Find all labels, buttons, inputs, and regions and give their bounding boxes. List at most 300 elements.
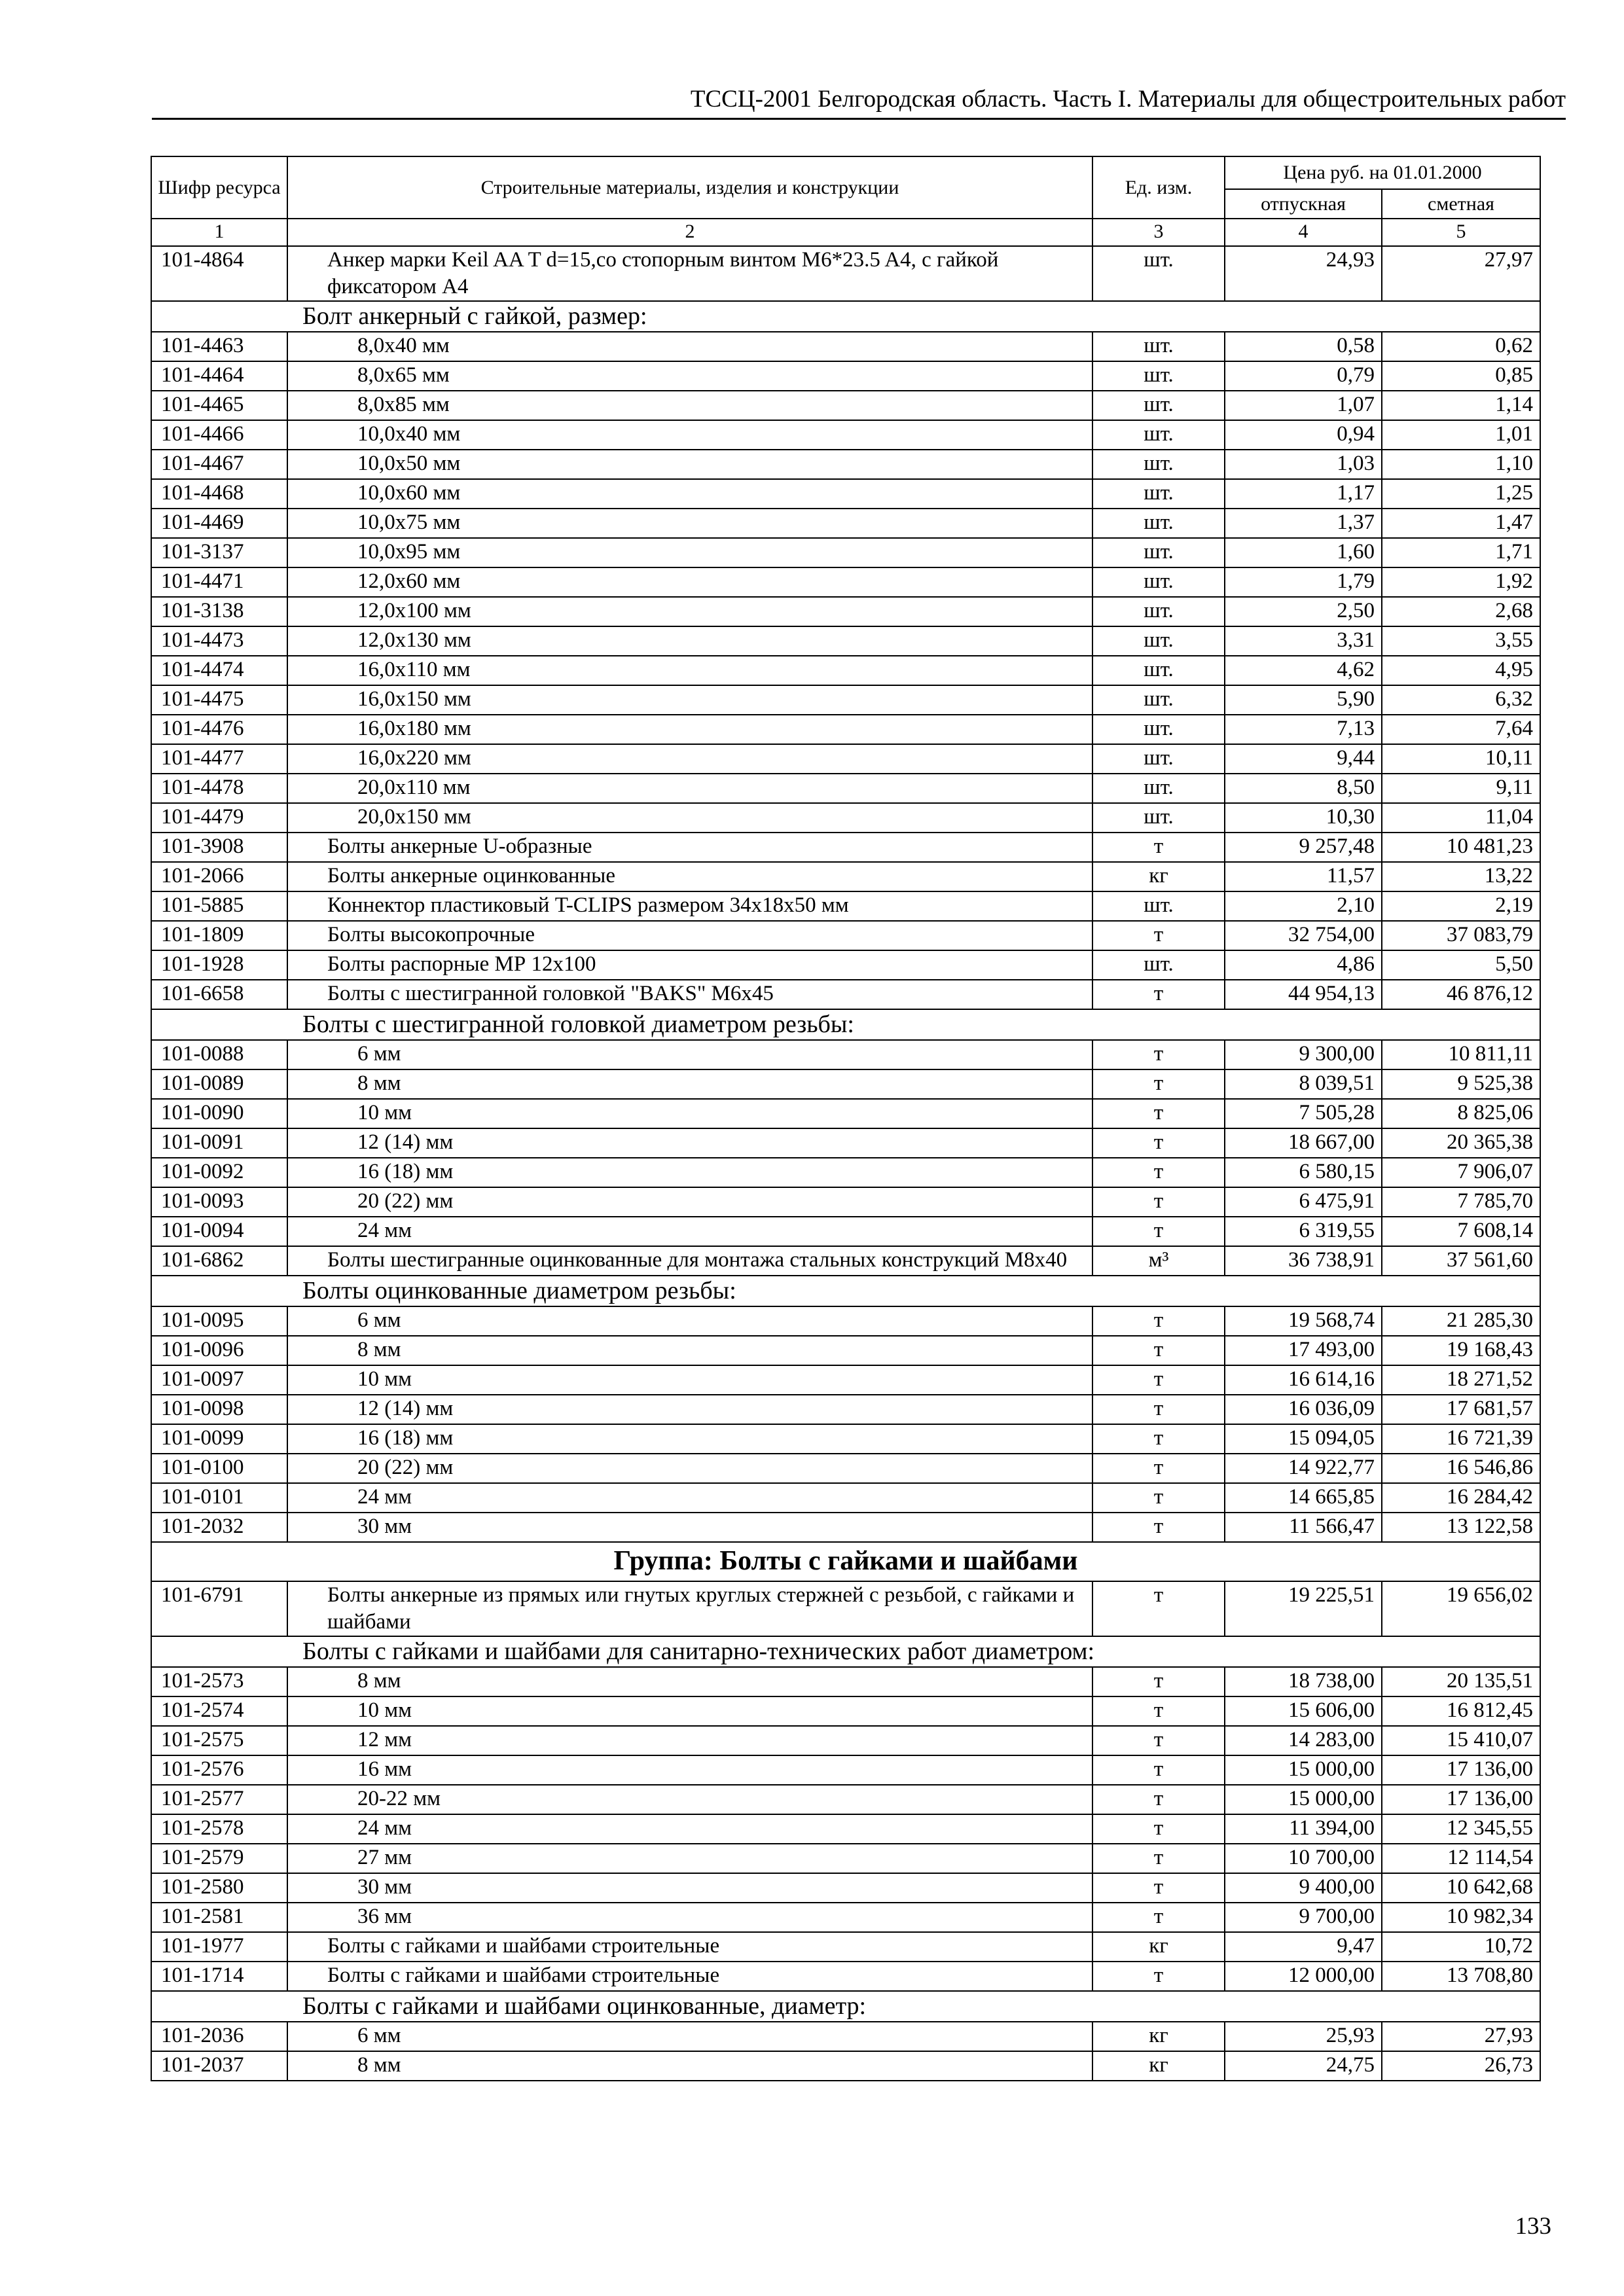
estimate-price: 16 812,45: [1382, 1696, 1540, 1726]
release-price: 0,58: [1225, 332, 1382, 361]
release-price: 1,79: [1225, 567, 1382, 597]
resource-code: 101-5885: [151, 891, 287, 921]
estimate-price: 7,64: [1382, 715, 1540, 744]
material-name: 24 мм: [287, 1814, 1092, 1844]
material-name: Болты распорные МР 12х100: [287, 950, 1092, 980]
release-price: 9,47: [1225, 1932, 1382, 1962]
release-price: 4,86: [1225, 950, 1382, 980]
table-row: [151, 1217, 1540, 1246]
resource-code: 101-4468: [151, 479, 287, 509]
estimate-price: 20 135,51: [1382, 1667, 1540, 1696]
release-price: 6 580,15: [1225, 1158, 1382, 1187]
estimate-price: 1,14: [1382, 391, 1540, 420]
unit: т: [1092, 1696, 1225, 1726]
estimate-price: 17 136,00: [1382, 1785, 1540, 1814]
estimate-price: 17 681,57: [1382, 1395, 1540, 1424]
resource-code: 101-4478: [151, 774, 287, 803]
subheading: Болты с гайками и шайбами для санитарно-технических работ диаметром:: [151, 1636, 1540, 1667]
estimate-price: 10 642,68: [1382, 1873, 1540, 1903]
resource-code: 101-2575: [151, 1726, 287, 1755]
col-header-price: Цена руб. на 01.01.2000: [1225, 156, 1540, 189]
estimate-price: 15 410,07: [1382, 1726, 1540, 1755]
material-name: 8 мм: [287, 2051, 1092, 2081]
table-row: [151, 567, 1540, 597]
resource-code: 101-0088: [151, 1040, 287, 1069]
unit: шт.: [1092, 509, 1225, 538]
release-price: 17 493,00: [1225, 1336, 1382, 1365]
group-heading: Группа: Болты с гайками и шайбами: [151, 1542, 1540, 1581]
subheading: Болты с шестигранной головкой диаметром резьбы:: [151, 1009, 1540, 1040]
estimate-price: 16 546,86: [1382, 1454, 1540, 1483]
release-price: 9 300,00: [1225, 1040, 1382, 1069]
estimate-price: 37 561,60: [1382, 1246, 1540, 1276]
material-name: 16,0х110 мм: [287, 656, 1092, 685]
unit: т: [1092, 1128, 1225, 1158]
material-name: Болты шестигранные оцинкованные для монтажа стальных конструкций М8х40: [287, 1246, 1092, 1276]
material-name: Коннектор пластиковый T-CLIPS размером 34x18x50 мм: [287, 891, 1092, 921]
unit: т: [1092, 1099, 1225, 1128]
material-name: 10 мм: [287, 1696, 1092, 1726]
estimate-price: 13 122,58: [1382, 1513, 1540, 1542]
subheading-row: [151, 301, 1540, 332]
resource-code: 101-2066: [151, 862, 287, 891]
resource-code: 101-2036: [151, 2022, 287, 2051]
release-price: 11 394,00: [1225, 1814, 1382, 1844]
material-name: 16 мм: [287, 1755, 1092, 1785]
material-name: 16,0х220 мм: [287, 744, 1092, 774]
estimate-price: 5,50: [1382, 950, 1540, 980]
col-number-3: 3: [1092, 219, 1225, 246]
material-name: 20,0х110 мм: [287, 774, 1092, 803]
release-price: 1,60: [1225, 538, 1382, 567]
table-row: [151, 715, 1540, 744]
estimate-price: 46 876,12: [1382, 980, 1540, 1009]
resource-code: 101-4463: [151, 332, 287, 361]
col-number-2: 2: [287, 219, 1092, 246]
table-row: [151, 1483, 1540, 1513]
estimate-price: 1,47: [1382, 509, 1540, 538]
table-row: [151, 1755, 1540, 1785]
estimate-price: 10 811,11: [1382, 1040, 1540, 1069]
unit: шт.: [1092, 715, 1225, 744]
estimate-price: 12 114,54: [1382, 1844, 1540, 1873]
release-price: 18 738,00: [1225, 1667, 1382, 1696]
material-name: 8,0х65 мм: [287, 361, 1092, 391]
unit: т: [1092, 1365, 1225, 1395]
table-row: [151, 1040, 1540, 1069]
release-price: 1,37: [1225, 509, 1382, 538]
estimate-price: 12 345,55: [1382, 1814, 1540, 1844]
estimate-price: 19 656,02: [1382, 1581, 1540, 1636]
estimate-price: 7 906,07: [1382, 1158, 1540, 1187]
unit: шт.: [1092, 391, 1225, 420]
table-row: [151, 1696, 1540, 1726]
estimate-price: 8 825,06: [1382, 1099, 1540, 1128]
material-name: 10,0х60 мм: [287, 479, 1092, 509]
unit: т: [1092, 1513, 1225, 1542]
release-price: 8 039,51: [1225, 1069, 1382, 1099]
unit: т: [1092, 1873, 1225, 1903]
resource-code: 101-2573: [151, 1667, 287, 1696]
table-row: [151, 656, 1540, 685]
resource-code: 101-2579: [151, 1844, 287, 1873]
material-name: 6 мм: [287, 2022, 1092, 2051]
table-row: [151, 1395, 1540, 1424]
unit: т: [1092, 1187, 1225, 1217]
release-price: 19 568,74: [1225, 1306, 1382, 1336]
unit: т: [1092, 1454, 1225, 1483]
release-price: 5,90: [1225, 685, 1382, 715]
release-price: 16 036,09: [1225, 1395, 1382, 1424]
table-row: [151, 950, 1540, 980]
release-price: 6 319,55: [1225, 1217, 1382, 1246]
resource-code: 101-4475: [151, 685, 287, 715]
estimate-price: 6,32: [1382, 685, 1540, 715]
release-price: 9,44: [1225, 744, 1382, 774]
unit: м³: [1092, 1246, 1225, 1276]
resource-code: 101-3138: [151, 597, 287, 626]
estimate-price: 1,71: [1382, 538, 1540, 567]
resource-code: 101-4464: [151, 361, 287, 391]
release-price: 8,50: [1225, 774, 1382, 803]
release-price: 10 700,00: [1225, 1844, 1382, 1873]
resource-code: 101-4473: [151, 626, 287, 656]
resource-code: 101-0089: [151, 1069, 287, 1099]
resource-code: 101-0094: [151, 1217, 287, 1246]
estimate-price: 7 785,70: [1382, 1187, 1540, 1217]
resource-code: 101-0090: [151, 1099, 287, 1128]
release-price: 15 606,00: [1225, 1696, 1382, 1726]
table-row: [151, 2051, 1540, 2081]
estimate-price: 27,93: [1382, 2022, 1540, 2051]
release-price: 1,17: [1225, 479, 1382, 509]
unit: т: [1092, 1785, 1225, 1814]
table-row: [151, 1903, 1540, 1932]
resource-code: 101-2577: [151, 1785, 287, 1814]
table-row: [151, 479, 1540, 509]
table-row: [151, 1873, 1540, 1903]
table-row: [151, 626, 1540, 656]
resource-code: 101-4466: [151, 420, 287, 450]
release-price: 0,79: [1225, 361, 1382, 391]
subheading: Болт анкерный с гайкой, размер:: [151, 301, 1540, 332]
col-header-code: Шифр ресурса: [151, 156, 287, 219]
table-row: [151, 774, 1540, 803]
table-row: [151, 744, 1540, 774]
table-row: [151, 1454, 1540, 1483]
material-name: 8,0х85 мм: [287, 391, 1092, 420]
resource-code: 101-4467: [151, 450, 287, 479]
estimate-price: 10 982,34: [1382, 1903, 1540, 1932]
table-row: [151, 450, 1540, 479]
unit: т: [1092, 1306, 1225, 1336]
table-row: [151, 1246, 1540, 1276]
estimate-price: 11,04: [1382, 803, 1540, 833]
header-rule: [152, 118, 1566, 120]
release-price: 10,30: [1225, 803, 1382, 833]
subheading: Болты оцинкованные диаметром резьбы:: [151, 1276, 1540, 1306]
estimate-price: 20 365,38: [1382, 1128, 1540, 1158]
table-row: [151, 2022, 1540, 2051]
col-number-4: 4: [1225, 219, 1382, 246]
release-price: 12 000,00: [1225, 1962, 1382, 1991]
release-price: 1,07: [1225, 391, 1382, 420]
resource-code: 101-4477: [151, 744, 287, 774]
table-row: [151, 597, 1540, 626]
resource-code: 101-0092: [151, 1158, 287, 1187]
release-price: 15 094,05: [1225, 1424, 1382, 1454]
material-name: 8 мм: [287, 1069, 1092, 1099]
resource-code: 101-1928: [151, 950, 287, 980]
estimate-price: 2,19: [1382, 891, 1540, 921]
material-name: 10,0х95 мм: [287, 538, 1092, 567]
material-name: 12 (14) мм: [287, 1128, 1092, 1158]
release-price: 14 665,85: [1225, 1483, 1382, 1513]
unit: шт.: [1092, 567, 1225, 597]
page-number: 133: [1515, 2213, 1551, 2240]
unit: т: [1092, 980, 1225, 1009]
material-name: Болты с гайками и шайбами строительные: [287, 1932, 1092, 1962]
estimate-price: 9 525,38: [1382, 1069, 1540, 1099]
table-row: [151, 980, 1540, 1009]
table-row: [151, 1932, 1540, 1962]
resource-code: 101-1977: [151, 1932, 287, 1962]
resource-code: 101-0097: [151, 1365, 287, 1395]
release-price: 9 257,48: [1225, 833, 1382, 862]
resource-code: 101-1809: [151, 921, 287, 950]
table-row: [151, 1962, 1540, 1991]
table-row: [151, 509, 1540, 538]
release-price: 14 283,00: [1225, 1726, 1382, 1755]
table-row: [151, 1513, 1540, 1542]
subheading-row: [151, 1991, 1540, 2022]
release-price: 24,93: [1225, 246, 1382, 301]
release-price: 14 922,77: [1225, 1454, 1382, 1483]
table-row: [151, 1785, 1540, 1814]
material-name: 10,0х75 мм: [287, 509, 1092, 538]
table-row: [151, 1424, 1540, 1454]
resource-code: 101-0093: [151, 1187, 287, 1217]
material-name: 16 (18) мм: [287, 1158, 1092, 1187]
release-price: 3,31: [1225, 626, 1382, 656]
material-name: 10 мм: [287, 1099, 1092, 1128]
material-name: Болты анкерные из прямых или гнутых круглых стержней с резьбой, с гайками и шайбами: [287, 1581, 1092, 1636]
estimate-price: 1,10: [1382, 450, 1540, 479]
table-row: [151, 1844, 1540, 1873]
resource-code: 101-0101: [151, 1483, 287, 1513]
table-row: [151, 538, 1540, 567]
resource-code: 101-4864: [151, 246, 287, 301]
table-row: [151, 420, 1540, 450]
estimate-price: 26,73: [1382, 2051, 1540, 2081]
table-row: [151, 1581, 1540, 1636]
material-name: 16,0х150 мм: [287, 685, 1092, 715]
unit: т: [1092, 833, 1225, 862]
material-name: Болты с шестигранной головкой "BAKS" М6х45: [287, 980, 1092, 1009]
release-price: 24,75: [1225, 2051, 1382, 2081]
resource-code: 101-1714: [151, 1962, 287, 1991]
material-name: 10,0х50 мм: [287, 450, 1092, 479]
unit: шт.: [1092, 332, 1225, 361]
unit: т: [1092, 1040, 1225, 1069]
release-price: 9 700,00: [1225, 1903, 1382, 1932]
unit: шт.: [1092, 774, 1225, 803]
resource-code: 101-0095: [151, 1306, 287, 1336]
resource-code: 101-4465: [151, 391, 287, 420]
unit: шт.: [1092, 626, 1225, 656]
release-price: 36 738,91: [1225, 1246, 1382, 1276]
material-name: 10 мм: [287, 1365, 1092, 1395]
release-price: 7,13: [1225, 715, 1382, 744]
material-name: 16,0х180 мм: [287, 715, 1092, 744]
estimate-price: 10,11: [1382, 744, 1540, 774]
table-row: [151, 332, 1540, 361]
resource-code: 101-2580: [151, 1873, 287, 1903]
release-price: 2,50: [1225, 597, 1382, 626]
unit: шт.: [1092, 479, 1225, 509]
material-name: 24 мм: [287, 1217, 1092, 1246]
unit: шт.: [1092, 891, 1225, 921]
material-name: 6 мм: [287, 1040, 1092, 1069]
resource-code: 101-6791: [151, 1581, 287, 1636]
unit: т: [1092, 1158, 1225, 1187]
resource-code: 101-2578: [151, 1814, 287, 1844]
release-price: 32 754,00: [1225, 921, 1382, 950]
table-row: [151, 921, 1540, 950]
unit: т: [1092, 1336, 1225, 1365]
estimate-price: 9,11: [1382, 774, 1540, 803]
table-row: [151, 1336, 1540, 1365]
material-name: Болты с гайками и шайбами строительные: [287, 1962, 1092, 1991]
table-row: [151, 833, 1540, 862]
material-name: 30 мм: [287, 1513, 1092, 1542]
materials-price-table: [151, 156, 1541, 2081]
estimate-price: 10 481,23: [1382, 833, 1540, 862]
subheading-row: [151, 1276, 1540, 1306]
estimate-price: 16 721,39: [1382, 1424, 1540, 1454]
resource-code: 101-0091: [151, 1128, 287, 1158]
unit: шт.: [1092, 803, 1225, 833]
table-row: [151, 1099, 1540, 1128]
release-price: 15 000,00: [1225, 1785, 1382, 1814]
material-name: 16 (18) мм: [287, 1424, 1092, 1454]
table-row: [151, 1667, 1540, 1696]
unit: шт.: [1092, 450, 1225, 479]
release-price: 2,10: [1225, 891, 1382, 921]
unit: т: [1092, 921, 1225, 950]
subheading-row: [151, 1009, 1540, 1040]
resource-code: 101-6862: [151, 1246, 287, 1276]
material-name: 10,0х40 мм: [287, 420, 1092, 450]
resource-code: 101-6658: [151, 980, 287, 1009]
col-header-unit: Ед. изм.: [1092, 156, 1225, 219]
page-header: ТССЦ-2001 Белгородская область. Часть I. Материалы для общестроительных работ: [690, 86, 1566, 113]
release-price: 16 614,16: [1225, 1365, 1382, 1395]
resource-code: 101-3137: [151, 538, 287, 567]
material-name: Болты высокопрочные: [287, 921, 1092, 950]
material-name: 30 мм: [287, 1873, 1092, 1903]
estimate-price: 19 168,43: [1382, 1336, 1540, 1365]
resource-code: 101-2576: [151, 1755, 287, 1785]
release-price: 9 400,00: [1225, 1873, 1382, 1903]
unit: шт.: [1092, 656, 1225, 685]
unit: т: [1092, 1069, 1225, 1099]
subheading-row: [151, 1636, 1540, 1667]
resource-code: 101-2037: [151, 2051, 287, 2081]
resource-code: 101-0099: [151, 1424, 287, 1454]
unit: т: [1092, 1395, 1225, 1424]
unit: шт.: [1092, 744, 1225, 774]
release-price: 7 505,28: [1225, 1099, 1382, 1128]
release-price: 19 225,51: [1225, 1581, 1382, 1636]
unit: т: [1092, 1814, 1225, 1844]
release-price: 11,57: [1225, 862, 1382, 891]
subheading: Болты с гайками и шайбами оцинкованные, диаметр:: [151, 1991, 1540, 2022]
resource-code: 101-0100: [151, 1454, 287, 1483]
estimate-price: 18 271,52: [1382, 1365, 1540, 1395]
resource-code: 101-4479: [151, 803, 287, 833]
col-header-name: Строительные материалы, изделия и конструкции: [287, 156, 1092, 219]
unit: шт.: [1092, 538, 1225, 567]
material-name: 6 мм: [287, 1306, 1092, 1336]
resource-code: 101-0098: [151, 1395, 287, 1424]
resource-code: 101-4474: [151, 656, 287, 685]
group-heading-row: [151, 1542, 1540, 1581]
estimate-price: 37 083,79: [1382, 921, 1540, 950]
estimate-price: 16 284,42: [1382, 1483, 1540, 1513]
estimate-price: 1,92: [1382, 567, 1540, 597]
release-price: 25,93: [1225, 2022, 1382, 2051]
release-price: 44 954,13: [1225, 980, 1382, 1009]
material-name: 8,0х40 мм: [287, 332, 1092, 361]
table-row: [151, 391, 1540, 420]
material-name: 8 мм: [287, 1336, 1092, 1365]
unit: т: [1092, 1755, 1225, 1785]
material-name: 20,0х150 мм: [287, 803, 1092, 833]
release-price: 0,94: [1225, 420, 1382, 450]
table-body: [151, 246, 1540, 2081]
unit: кг: [1092, 2022, 1225, 2051]
col-header-release: отпускная: [1225, 189, 1382, 219]
material-name: 24 мм: [287, 1483, 1092, 1513]
release-price: 6 475,91: [1225, 1187, 1382, 1217]
table-row: [151, 1365, 1540, 1395]
material-name: 12,0х100 мм: [287, 597, 1092, 626]
release-price: 18 667,00: [1225, 1128, 1382, 1158]
unit: шт.: [1092, 950, 1225, 980]
estimate-price: 21 285,30: [1382, 1306, 1540, 1336]
estimate-price: 13,22: [1382, 862, 1540, 891]
unit: шт.: [1092, 246, 1225, 301]
resource-code: 101-2574: [151, 1696, 287, 1726]
unit: шт.: [1092, 685, 1225, 715]
unit: кг: [1092, 862, 1225, 891]
resource-code: 101-3908: [151, 833, 287, 862]
table-row: [151, 246, 1540, 301]
material-name: 12,0х130 мм: [287, 626, 1092, 656]
table-row: [151, 1128, 1540, 1158]
release-price: 15 000,00: [1225, 1755, 1382, 1785]
estimate-price: 13 708,80: [1382, 1962, 1540, 1991]
material-name: 12 (14) мм: [287, 1395, 1092, 1424]
unit: т: [1092, 1903, 1225, 1932]
unit: т: [1092, 1667, 1225, 1696]
estimate-price: 3,55: [1382, 626, 1540, 656]
estimate-price: 1,01: [1382, 420, 1540, 450]
table-row: [151, 1726, 1540, 1755]
unit: т: [1092, 1483, 1225, 1513]
material-name: 20 (22) мм: [287, 1454, 1092, 1483]
